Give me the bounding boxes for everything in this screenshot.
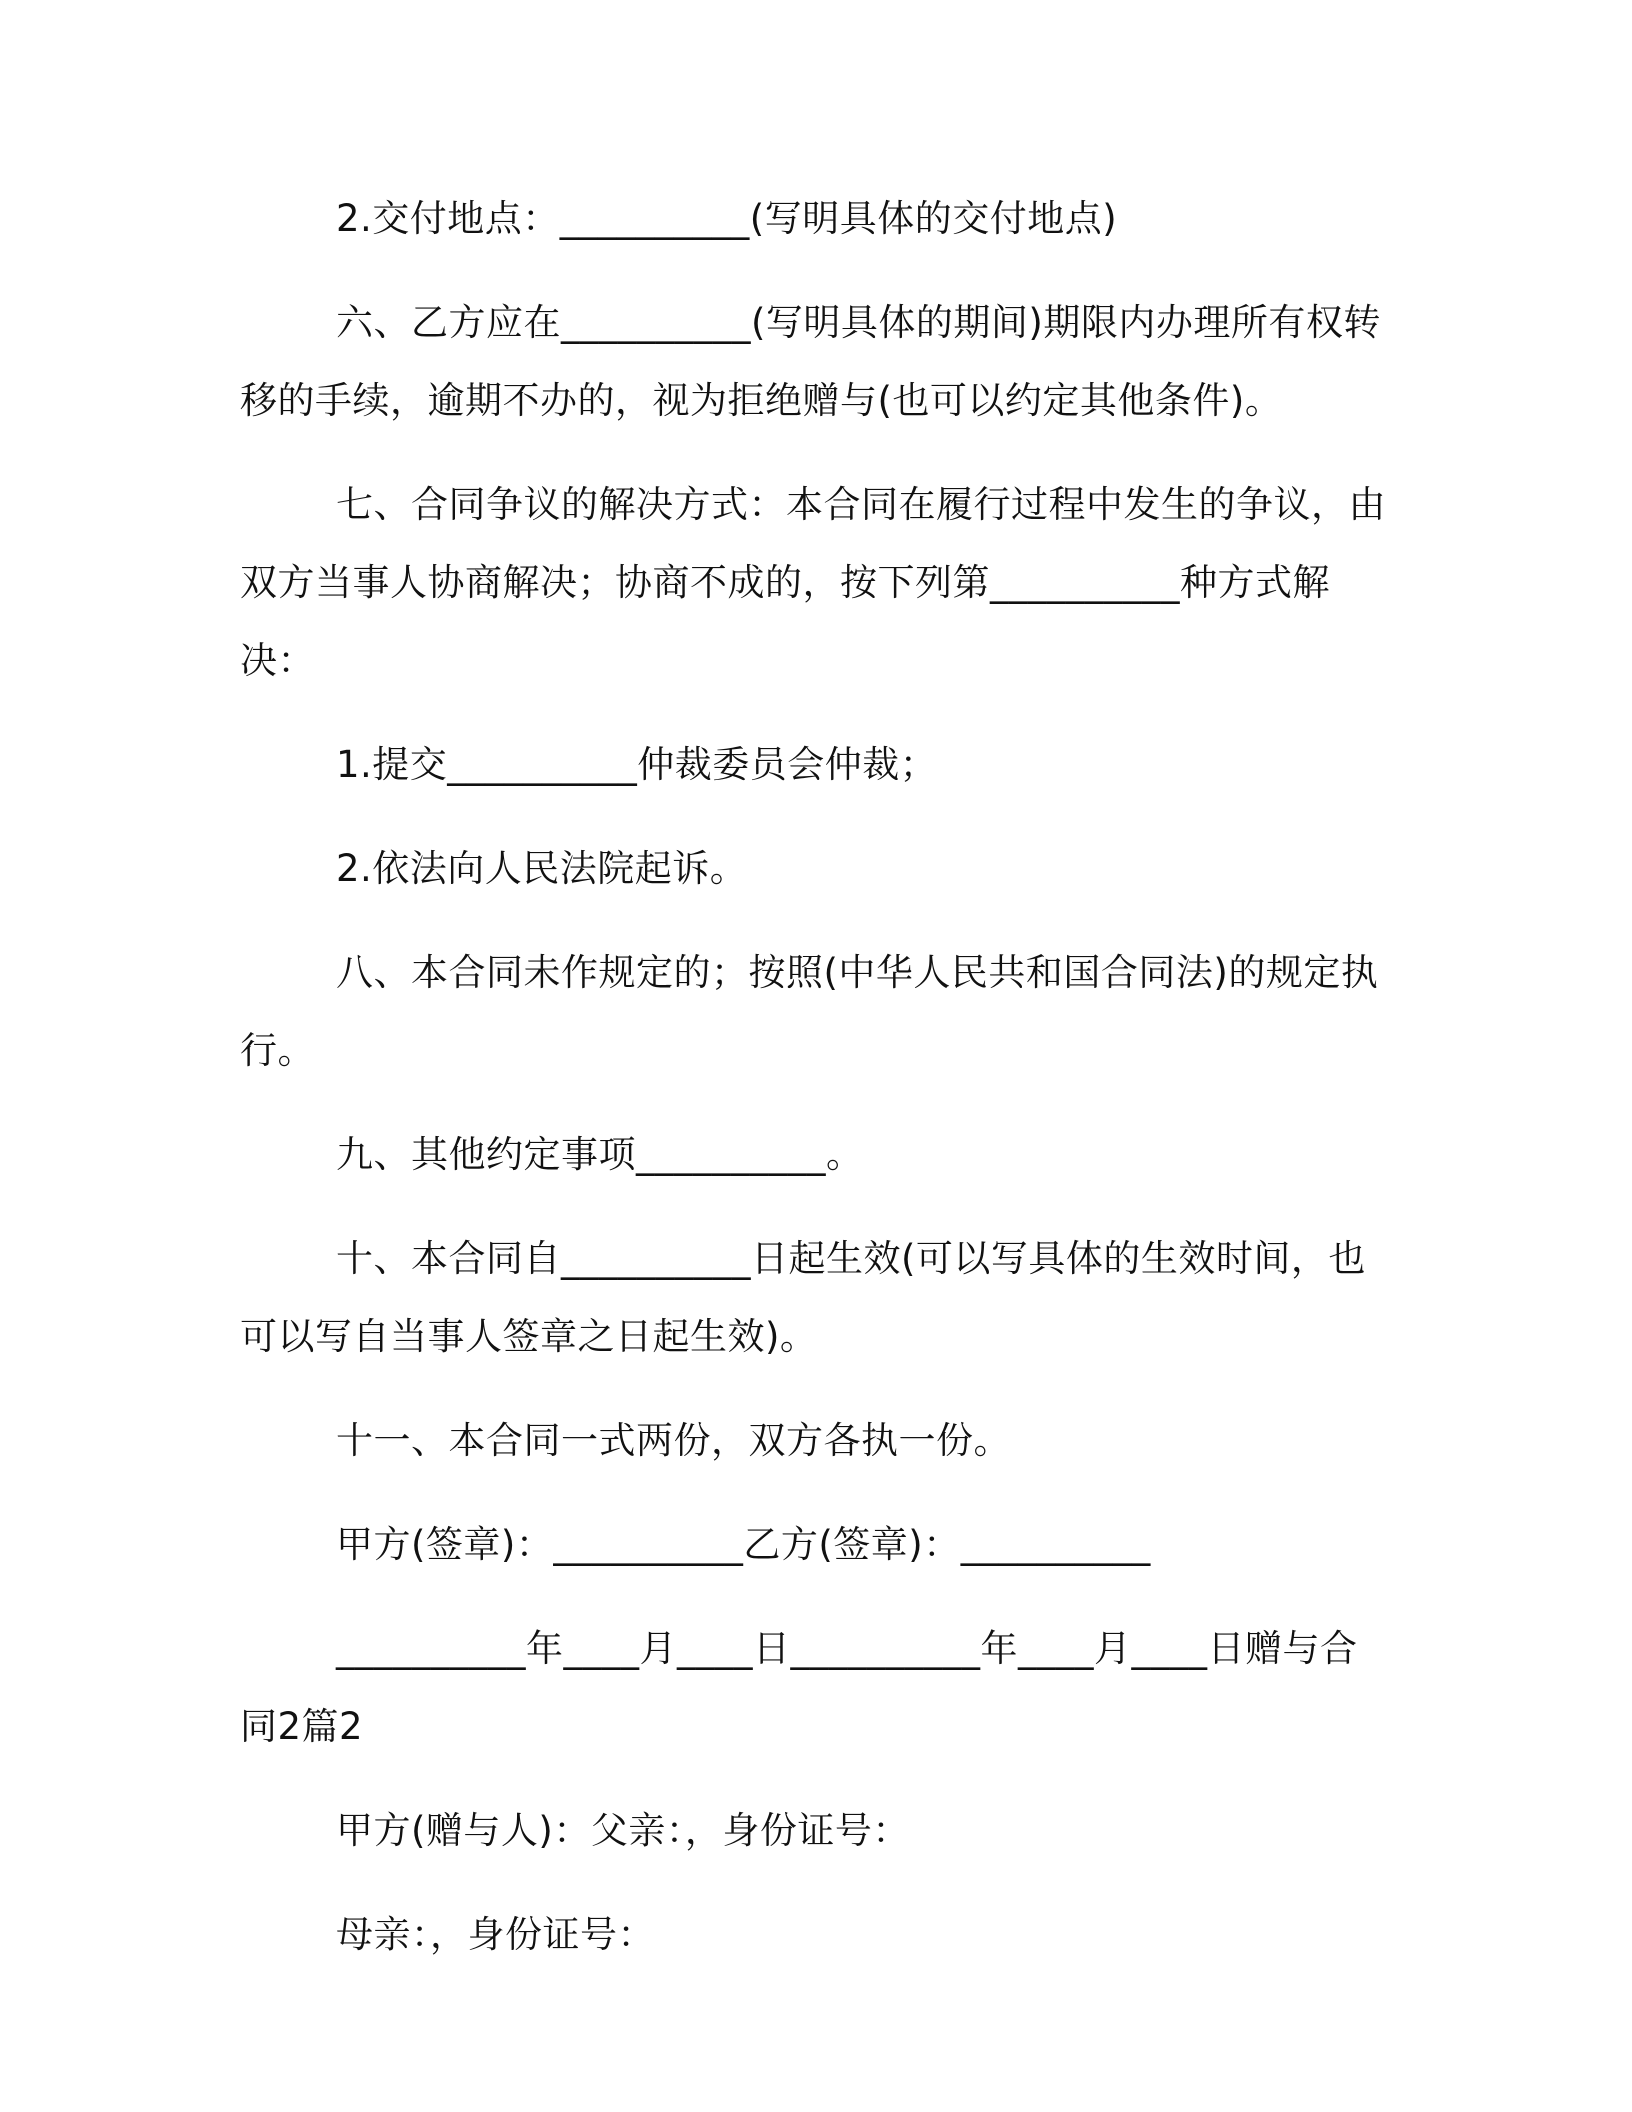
paragraph-clause-8: 八、本合同未作规定的；按照(中华人民共和国合同法)的规定执行。 [240, 951, 1379, 1072]
paragraph-clause-10: 十、本合同自__________日起生效(可以写具体的生效时间，也可以写自当事人签章之日起生效)。 [240, 1237, 1366, 1358]
paragraph-delivery-location: 2.交付地点：__________(写明具体的交付地点) [336, 197, 1118, 240]
paragraph-dates: __________年____月____日__________年____月____日赠与合同2篇2 [240, 1627, 1358, 1748]
paragraph-court: 2.依法向人民法院起诉。 [336, 847, 748, 890]
paragraph-signatures: 甲方(签章)：__________乙方(签章)：__________ [336, 1523, 1151, 1566]
paragraph-clause-11: 十一、本合同一式两份，双方各执一份。 [336, 1419, 1011, 1462]
document-body [240, 180, 1390, 2000]
paragraph-clause-7: 七、合同争议的解决方式：本合同在履行过程中发生的争议，由双方当事人协商解决；协商不成的，按下列第__________种方式解决： [240, 483, 1386, 682]
paragraph-clause-6: 六、乙方应在__________(写明具体的期间)期限内办理所有权转移的手续，逾期不办的，视为拒绝赠与(也可以约定其他条件)。 [240, 301, 1381, 422]
paragraph-party-a: 甲方(赠与人)：父亲：，身份证号： [336, 1809, 910, 1852]
paragraph-mother: 母亲：，身份证号： [336, 1913, 655, 1956]
paragraph-clause-9: 九、其他约定事项__________。 [336, 1133, 864, 1176]
paragraph-arbitration: 1.提交__________仲裁委员会仲裁； [336, 743, 938, 786]
